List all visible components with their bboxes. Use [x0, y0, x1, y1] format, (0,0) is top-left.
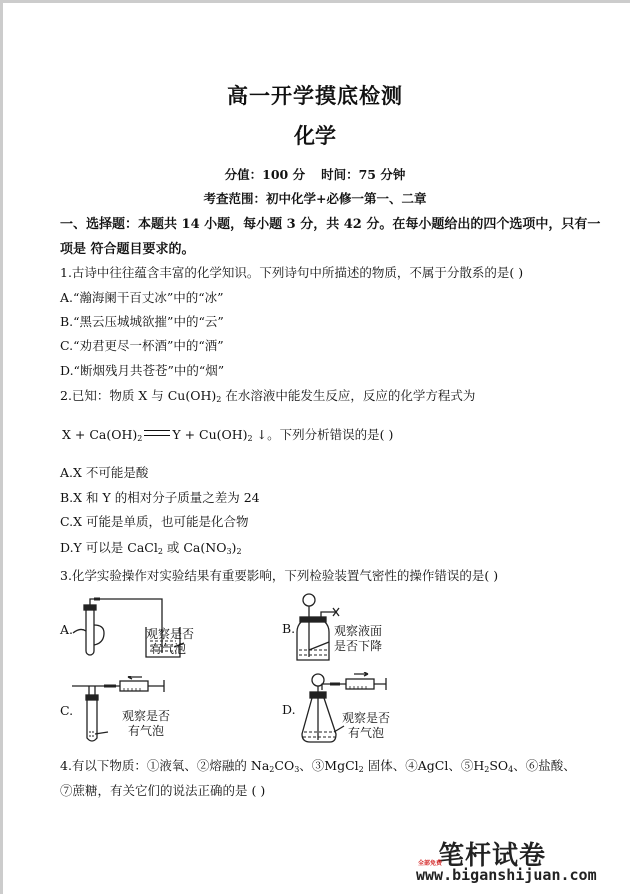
question-2-stem: 2.已知：物质 X 与 $Cu(OH)_2$ 在水溶液中能发生反应，反应的化学方程式为 [60, 388, 476, 404]
question-1-option-c: C.“劝君更尽一杯酒”中的“酒” [60, 338, 224, 353]
exam-title: 高一开学摸底检测 [227, 84, 403, 108]
figure-d-label: D. [282, 702, 296, 717]
exam-scope: 考查范围：初中化学+必修一第一、二章 [203, 191, 427, 206]
watermark-title: 笔杆试卷 [438, 841, 547, 871]
question-2-option-d: D.Y 可以是 CaCl$_2$ 或 $Ca(NO_3)_2$ [60, 540, 242, 556]
figure-d-caption: 观察是否 有气泡 [342, 711, 391, 740]
equals-sign [144, 430, 170, 436]
exam-subject: 化学 [294, 124, 336, 148]
question-1-stem: 1.古诗中往往蕴含丰富的化学知识。下列诗句中所描述的物质，不属于分散系的是( ) [60, 265, 524, 280]
question-4-stem-line2: ⑦蔗糖，有关它们的说法正确的是 ( ) [60, 783, 266, 798]
figure-a-label: A. [60, 622, 74, 637]
question-2-option-c: C.X 可能是单质，也可能是化合物 [60, 514, 249, 529]
question-1-option-b: B.“黑云压城城欲摧”中的“云” [60, 314, 224, 329]
question-1-option-a: A.“瀚海阑干百丈冰”中的“冰” [60, 290, 224, 305]
figure-b-caption: 观察液面 是否下降 [334, 624, 383, 653]
time-label: 时间：75 分钟 [321, 167, 406, 182]
question-2-option-b: B.X 和 Y 的相对分子质量之差为 24 [60, 490, 260, 505]
question-3-stem: 3.化学实验操作对实验结果有重要影响，下列检验装置气密性的操作错误的是( ) [60, 568, 499, 583]
question-2-equation: $X + Ca(OH)_2$ $Y + Cu(OH)_2$ ↓。下列分析错误的是( ) [62, 427, 394, 443]
page-border-top [0, 0, 630, 3]
figure-a-caption: 观察是否 有气泡 [146, 627, 195, 656]
watermark-badge: 全部免费 [418, 860, 443, 867]
section-heading-line2: 项是 符合题目要求的。 [60, 242, 195, 257]
precipitate-arrow-icon: ↓ [256, 427, 268, 442]
figure-b-label: B. [282, 621, 296, 636]
question-4-stem-line1: 4.有以下物质：①液氧、②熔融的 $Na_2CO_3$、③MgCl$_2$ 固体、④AgCl、$⑤H_2SO_4$、⑥盐酸、 [60, 758, 576, 774]
figure-c-caption: 观察是否 有气泡 [122, 709, 171, 738]
question-1-option-d: D.“断烟残月共苍苍”中的“烟” [60, 363, 225, 378]
exam-meta [0, 165, 630, 183]
score-label: 分值：100 分 [224, 167, 306, 182]
watermark-url[interactable]: www.biganshijuan.com [416, 866, 597, 884]
section-heading-line1: 一、选择题：本题共 14 小题，每小题 3 分，共 42 分。在每小题给出的四个选项中，只有一 [60, 217, 601, 232]
figure-c-label: C. [60, 703, 74, 718]
question-2-option-a: A.X 不可能是酸 [60, 465, 149, 480]
